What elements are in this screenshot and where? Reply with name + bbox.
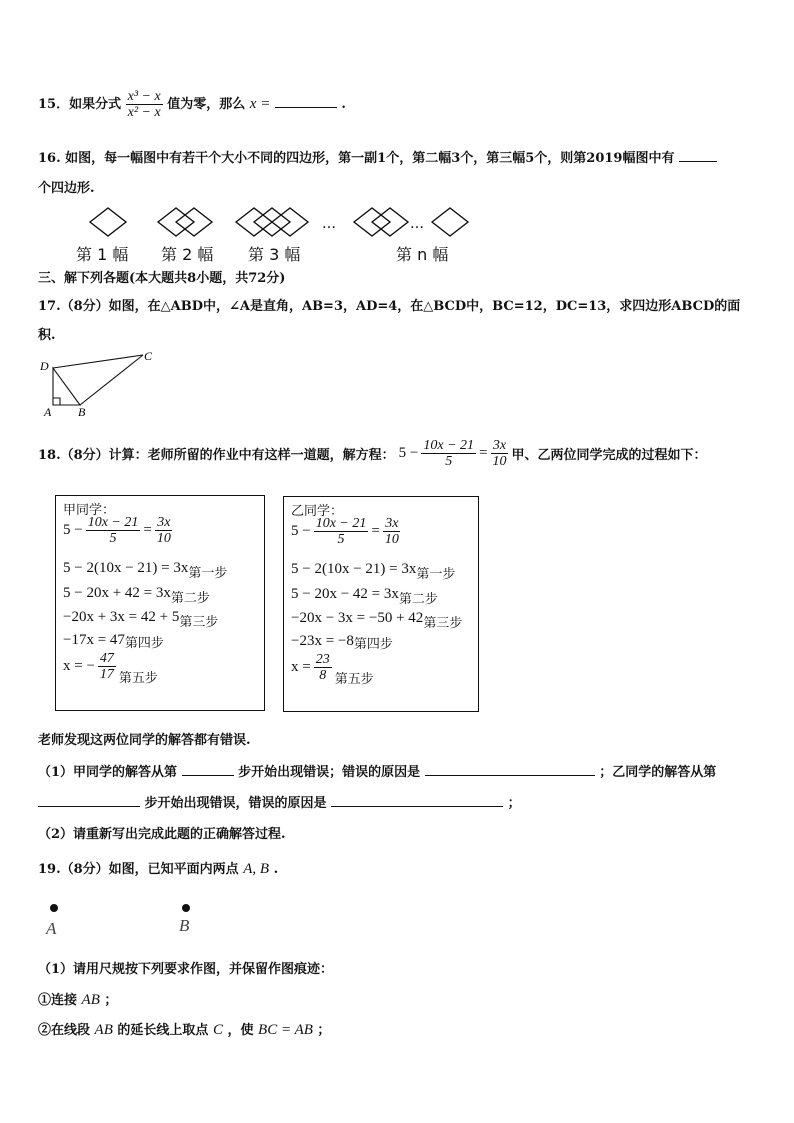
q19-item2-a: ②在线段 xyxy=(38,1023,91,1038)
caption-fig2: 第 2 幅 xyxy=(161,245,214,264)
question-19 xyxy=(38,858,278,878)
yi-line0-num2: 3x xyxy=(385,516,399,531)
q18-frac1 xyxy=(421,438,476,469)
question-17-line1: 17.（8分）如图，在△ABD中，∠A是直角，AB=3，AD=4，在△BCD中，BC=12，DC=13，求四边形ABCD的面 xyxy=(38,299,741,314)
yi-step3-eq: −20x − 3x = −50 + 42 xyxy=(291,610,424,626)
yi-step-blank[interactable] xyxy=(38,794,140,807)
jia-solution-box xyxy=(55,495,265,711)
yi-step2-eq: 5 − 20x − 42 = 3x xyxy=(291,586,399,602)
yi-line0-eq: = xyxy=(371,523,380,539)
q19-prefix: 19.（8分）如图，已知平面内两点 xyxy=(38,862,239,877)
svg-text:B: B xyxy=(179,916,190,935)
svg-text:C: C xyxy=(144,349,153,363)
yi-solution-box xyxy=(283,496,479,712)
jia-line0-eq: = xyxy=(143,522,152,538)
jia-step2-eq: 5 − 20x + 42 = 3x xyxy=(63,585,171,601)
yi-step3-label: 第三步 xyxy=(423,616,463,631)
q15-prefix: 15．如果分式 xyxy=(38,97,122,112)
point-A xyxy=(50,904,58,912)
jia-line0-num: 10x − 21 xyxy=(87,515,139,530)
jia-step5 xyxy=(63,651,158,686)
jia-step4 xyxy=(63,629,164,649)
q18-frac2-den: 10 xyxy=(492,454,507,469)
yi-step5 xyxy=(291,652,374,687)
q15-middle: 值为零，那么 xyxy=(167,97,246,112)
jia-step3 xyxy=(63,606,219,630)
jia-reason-blank[interactable] xyxy=(425,763,595,776)
dots-2: … xyxy=(410,216,424,232)
jia-line0-num2: 3x xyxy=(157,515,171,530)
q18-part1-line2 xyxy=(38,792,521,811)
yi-line0-left: 5 − xyxy=(291,523,311,539)
caption-fig1: 第 1 幅 xyxy=(76,245,129,264)
q19-part1: （1）请用尺规按下列要求作图，并保留作图痕迹： xyxy=(38,962,334,977)
q19-item2 xyxy=(38,1019,330,1039)
fig1-rhombus xyxy=(90,208,126,236)
q18-part1-c: ；乙同学的解答从第 xyxy=(599,765,717,780)
q19-item2-g: ； xyxy=(317,1023,331,1038)
q18-part1-e: ； xyxy=(507,796,521,811)
yi-step3 xyxy=(291,607,463,631)
q16-text: 16. 如图，每一幅图中有若干个大小不同的四边形，第一副1个，第二幅3个，第三幅5个，则第2019幅图中有 xyxy=(38,151,675,166)
q18-part1-b: 步开始出现错误；错误的原因是 xyxy=(238,765,421,780)
svg-text:B: B xyxy=(78,405,86,419)
fign-rhombus-c xyxy=(432,208,468,236)
caption-fig3: 第 3 幅 xyxy=(248,245,301,264)
q19-item2-f: BC = AB xyxy=(258,1022,313,1038)
q18-frac1-den: 5 xyxy=(445,454,453,469)
yi-step1-eq: 5 − 2(10x − 21) = 3x xyxy=(291,561,417,577)
q18-frac2 xyxy=(491,438,509,469)
jia-step5-left: x = − xyxy=(63,658,95,674)
question-16-line2: 个四边形. xyxy=(38,181,95,196)
q19-item2-c: 的延长线上取点 xyxy=(117,1023,209,1038)
jia-step1-label: 第一步 xyxy=(188,566,228,581)
yi-line0 xyxy=(291,516,404,547)
yi-step1 xyxy=(291,558,456,582)
svg-text:A: A xyxy=(44,405,52,419)
jia-step4-label: 第四步 xyxy=(124,636,164,651)
yi-reason-blank[interactable] xyxy=(331,794,503,807)
question-17-line2: 积. xyxy=(38,328,56,343)
svg-text:A: A xyxy=(46,919,57,938)
jia-title: 甲同学： xyxy=(63,503,116,518)
jia-step5-num: 47 xyxy=(99,651,114,666)
jia-step2-label: 第二步 xyxy=(170,591,210,606)
q18-eq-mid: = xyxy=(479,445,488,461)
q19-item1-b: AB xyxy=(81,992,100,1008)
q15-frac-den: x² − x xyxy=(127,105,161,120)
yi-step2 xyxy=(291,583,438,607)
q19-item2-b: AB xyxy=(94,1022,113,1038)
q18-part1-d: 步开始出现错误，错误的原因是 xyxy=(144,796,327,811)
jia-line0-left: 5 − xyxy=(63,522,83,538)
q18-part2: （2）请重新写出完成此题的正确解答过程. xyxy=(38,827,286,842)
yi-line0-den: 5 xyxy=(337,532,345,547)
section-3-title: 三、解下列各题(本大题共8小题，共72分) xyxy=(38,271,286,286)
q19-item2-d: C xyxy=(212,1022,223,1038)
yi-step5-den: 8 xyxy=(319,668,327,683)
q18-eq-left: 5 − xyxy=(398,445,419,461)
q18-suffix: 甲、乙两位同学完成的过程如下： xyxy=(511,448,707,463)
yi-step1-label: 第一步 xyxy=(416,567,456,582)
caption-fign: 第 n 幅 xyxy=(396,245,449,264)
q18-teacher-note: 老师发现这两位同学的解答都有错误. xyxy=(38,733,251,748)
q18-part1-line1 xyxy=(38,761,716,780)
q19-end: . xyxy=(273,862,279,877)
yi-step4 xyxy=(291,630,393,650)
q17-quadrilateral-figure xyxy=(36,348,156,420)
q16-answer-blank[interactable] xyxy=(679,149,717,162)
jia-line0-den: 5 xyxy=(109,531,117,546)
q19-item1 xyxy=(38,989,117,1009)
q15-var: x = xyxy=(249,96,271,112)
jia-line0 xyxy=(63,515,176,546)
yi-line0-den2: 10 xyxy=(384,532,399,547)
jia-step3-label: 第三步 xyxy=(179,615,219,630)
q19-item1-c: ； xyxy=(104,993,118,1008)
yi-step4-label: 第四步 xyxy=(353,637,393,652)
jia-step1 xyxy=(63,557,228,581)
point-B xyxy=(182,904,190,912)
jia-step2 xyxy=(63,582,210,606)
jia-step5-label: 第五步 xyxy=(118,671,158,686)
q15-fraction xyxy=(126,89,163,120)
q19-points-figure xyxy=(40,898,210,940)
jia-step3-eq: −20x + 3x = 42 + 5 xyxy=(63,609,180,625)
yi-step5-left: x = xyxy=(291,659,311,675)
jia-step1-eq: 5 − 2(10x − 21) = 3x xyxy=(63,560,189,576)
jia-step4-eq: −17x = 47 xyxy=(63,632,125,648)
yi-step2-label: 第二步 xyxy=(398,592,438,607)
q18-frac1-num: 10x − 21 xyxy=(423,438,475,453)
jia-step-blank[interactable] xyxy=(182,763,234,776)
svg-text:D: D xyxy=(40,359,49,373)
jia-step5-den: 17 xyxy=(99,667,114,682)
yi-step5-label: 第五步 xyxy=(334,672,374,687)
q18-frac2-num: 3x xyxy=(492,438,507,453)
q19-item1-a: ①连接 xyxy=(38,993,78,1008)
dots-1: … xyxy=(322,216,336,232)
q15-frac-num: x³ − x xyxy=(127,89,161,104)
q15-end: . xyxy=(341,97,346,112)
q18-part1-a: （1）甲同学的解答从第 xyxy=(38,765,178,780)
yi-line0-num: 10x − 21 xyxy=(315,516,367,531)
question-15 xyxy=(38,89,346,120)
yi-step5-num: 23 xyxy=(315,652,330,667)
q18-prefix: 18.（8分）计算：老师所留的作业中有这样一道题，解方程： xyxy=(38,448,395,463)
yi-step4-eq: −23x = −8 xyxy=(291,633,354,649)
q19-item2-e: ，使 xyxy=(227,1023,254,1038)
yi-title: 乙同学： xyxy=(291,504,344,519)
q15-answer-blank[interactable] xyxy=(275,95,337,108)
q19-points: A, B xyxy=(243,861,270,877)
jia-line0-den2: 10 xyxy=(156,531,171,546)
question-18-header xyxy=(38,438,707,469)
question-16-line1 xyxy=(38,147,717,166)
